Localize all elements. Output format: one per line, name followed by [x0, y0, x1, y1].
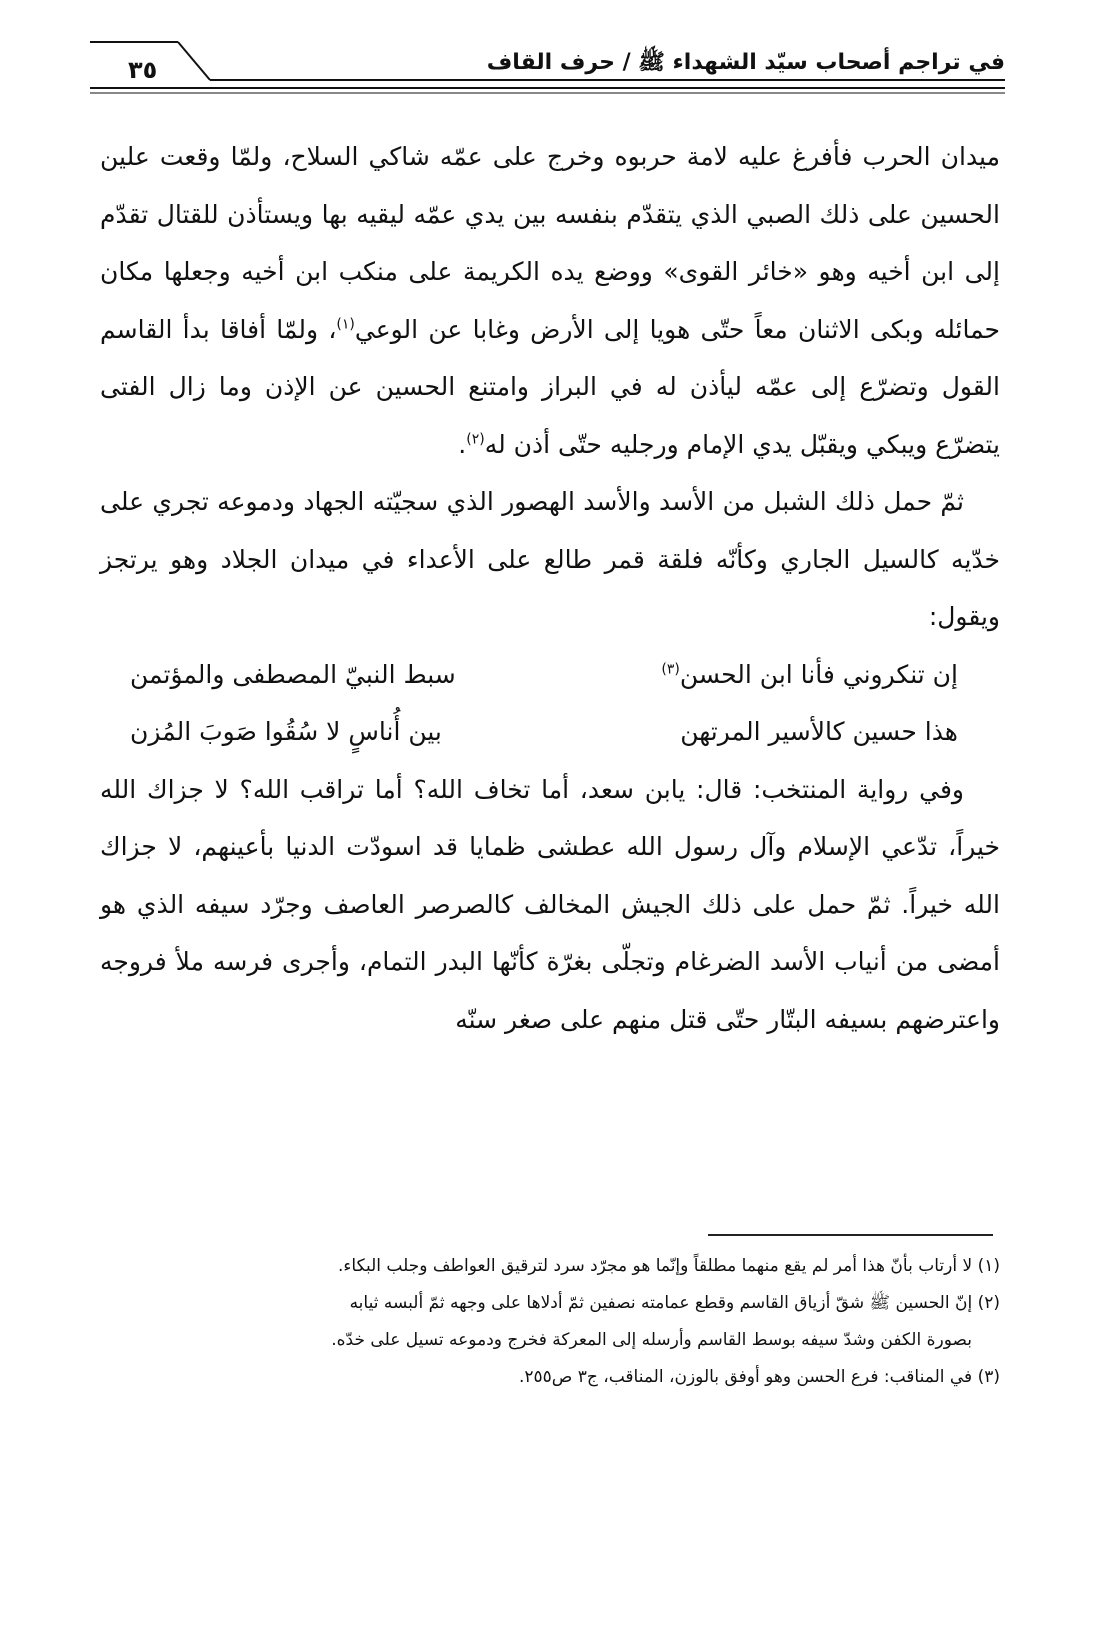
paragraph-2: ثمّ حمل ذلك الشبل من الأسد والأسد الهصور الذي سجيّته الجهاد ودموعه تجري على خدّيه كالسيل الجاري وكأنّه فلقة قمر طالع على الأعداء في ميدان الجلاد وهو يرتجز ويقول: — [100, 487, 1000, 631]
verse-2-hemistich-a: هذا حسين كالأسير المرتهن — [680, 717, 958, 746]
footnote-3: (٣) في المناقب: فرع الحسن وهو أوفق بالوزن، المناقب، ج٣ ص٢٥٥. — [518, 1367, 1000, 1387]
verse-2-hemistich-b: بين أُناسٍ لا سُقُوا صَوبَ المُزن — [130, 717, 442, 746]
paragraph-1-end: . — [458, 429, 467, 459]
footnote-separator — [708, 1234, 993, 1236]
footnote-2-line-1: (٢) إنّ الحسين ﷺ شقّ أزياق القاسم وقطع عمامته نصفين ثمّ أدلاها على وجهه ثمّ ألبسه ثيابه — [349, 1293, 1000, 1313]
main-text — [100, 128, 1000, 1048]
page-number: ٣٥ — [128, 56, 158, 84]
verse-1-a-text: إن تنكروني فأنا ابن الحسن — [679, 659, 958, 689]
footnote-ref-2: (٢) — [466, 431, 485, 448]
verse-1-hemistich-a — [661, 646, 958, 704]
footnote-ref-3: (٣) — [661, 661, 680, 678]
paragraph-1 — [100, 128, 1000, 473]
paragraph-1-text: ميدان الحرب فأفرغ عليه لامة حربوه وخرج على عمّه شاكي السلاح، ولمّا وقعت علين الحسين على ذلك الصبي الذي يتقدّم بنفسه بين يدي عمّه ليقيه بها ويستأذن للقتال تقدّم إلى ابن أخيه وهو «خائر القوى» ووضع يده الكريمة على منكب ابن أخيه وجعلها مكان حمائله وبكى الاثنان معاً حتّى هويا إلى الأرض وغابا عن الوعي — [100, 142, 1000, 344]
paragraph-1-continuation: ، ولمّا أفاقا بدأ القاسم القول وتضرّع إلى عمّه ليأذن له في البراز وامتنع الحسين عن الإذن وما زال الفتى يتضرّع ويبكي ويقبّل يدي الإمام ورجليه حتّى أذن له — [100, 314, 1000, 459]
paragraph-3: وفي رواية المنتخب: قال: يابن سعد، أما تخاف الله؟ أما تراقب الله؟ لا جزاك الله خيراً، تدّعي الإسلام وآل رسول الله عطشى ظمايا قد اسودّت الدنيا بأعينهم، لا جزاك الله خيراً. ثمّ حمل على ذلك الجيش المخالف كالصرصر العاصف وجرّد سيفه الذي هو أمضى من أنياب الأسد الضرغام وتجلّى بغرّة كأنّها البدر التمام، وأجرى فرسه ملأ فروجه واعترضهم بسيفه البتّار حتّى قتل منهم على صغر سنّه — [100, 774, 1000, 1034]
verse-line-2 — [100, 703, 1000, 761]
footnotes — [100, 1248, 1000, 1396]
running-header — [90, 40, 1005, 100]
verse-line-1 — [100, 646, 1000, 704]
footnote-ref-1: (١) — [336, 316, 355, 333]
footnote-2-line-2: بصورة الكفن وشدّ سيفه بوسط القاسم وأرسله إلى المعركة فخرج ودموعه تسيل على خدّه. — [331, 1330, 972, 1350]
verse-1-hemistich-b: سبط النبيّ المصطفى والمؤتمن — [130, 659, 456, 689]
header-title: في تراجم أصحاب سيّد الشهداء ﷺ / حرف القاف — [486, 50, 1005, 75]
footnote-1: (١) لا أرتاب بأنّ هذا أمر لم يقع منهما مطلقاً وإنّما هو مجرّد سرد لترقيق العواطف وجلب البكاء. — [338, 1256, 1000, 1276]
